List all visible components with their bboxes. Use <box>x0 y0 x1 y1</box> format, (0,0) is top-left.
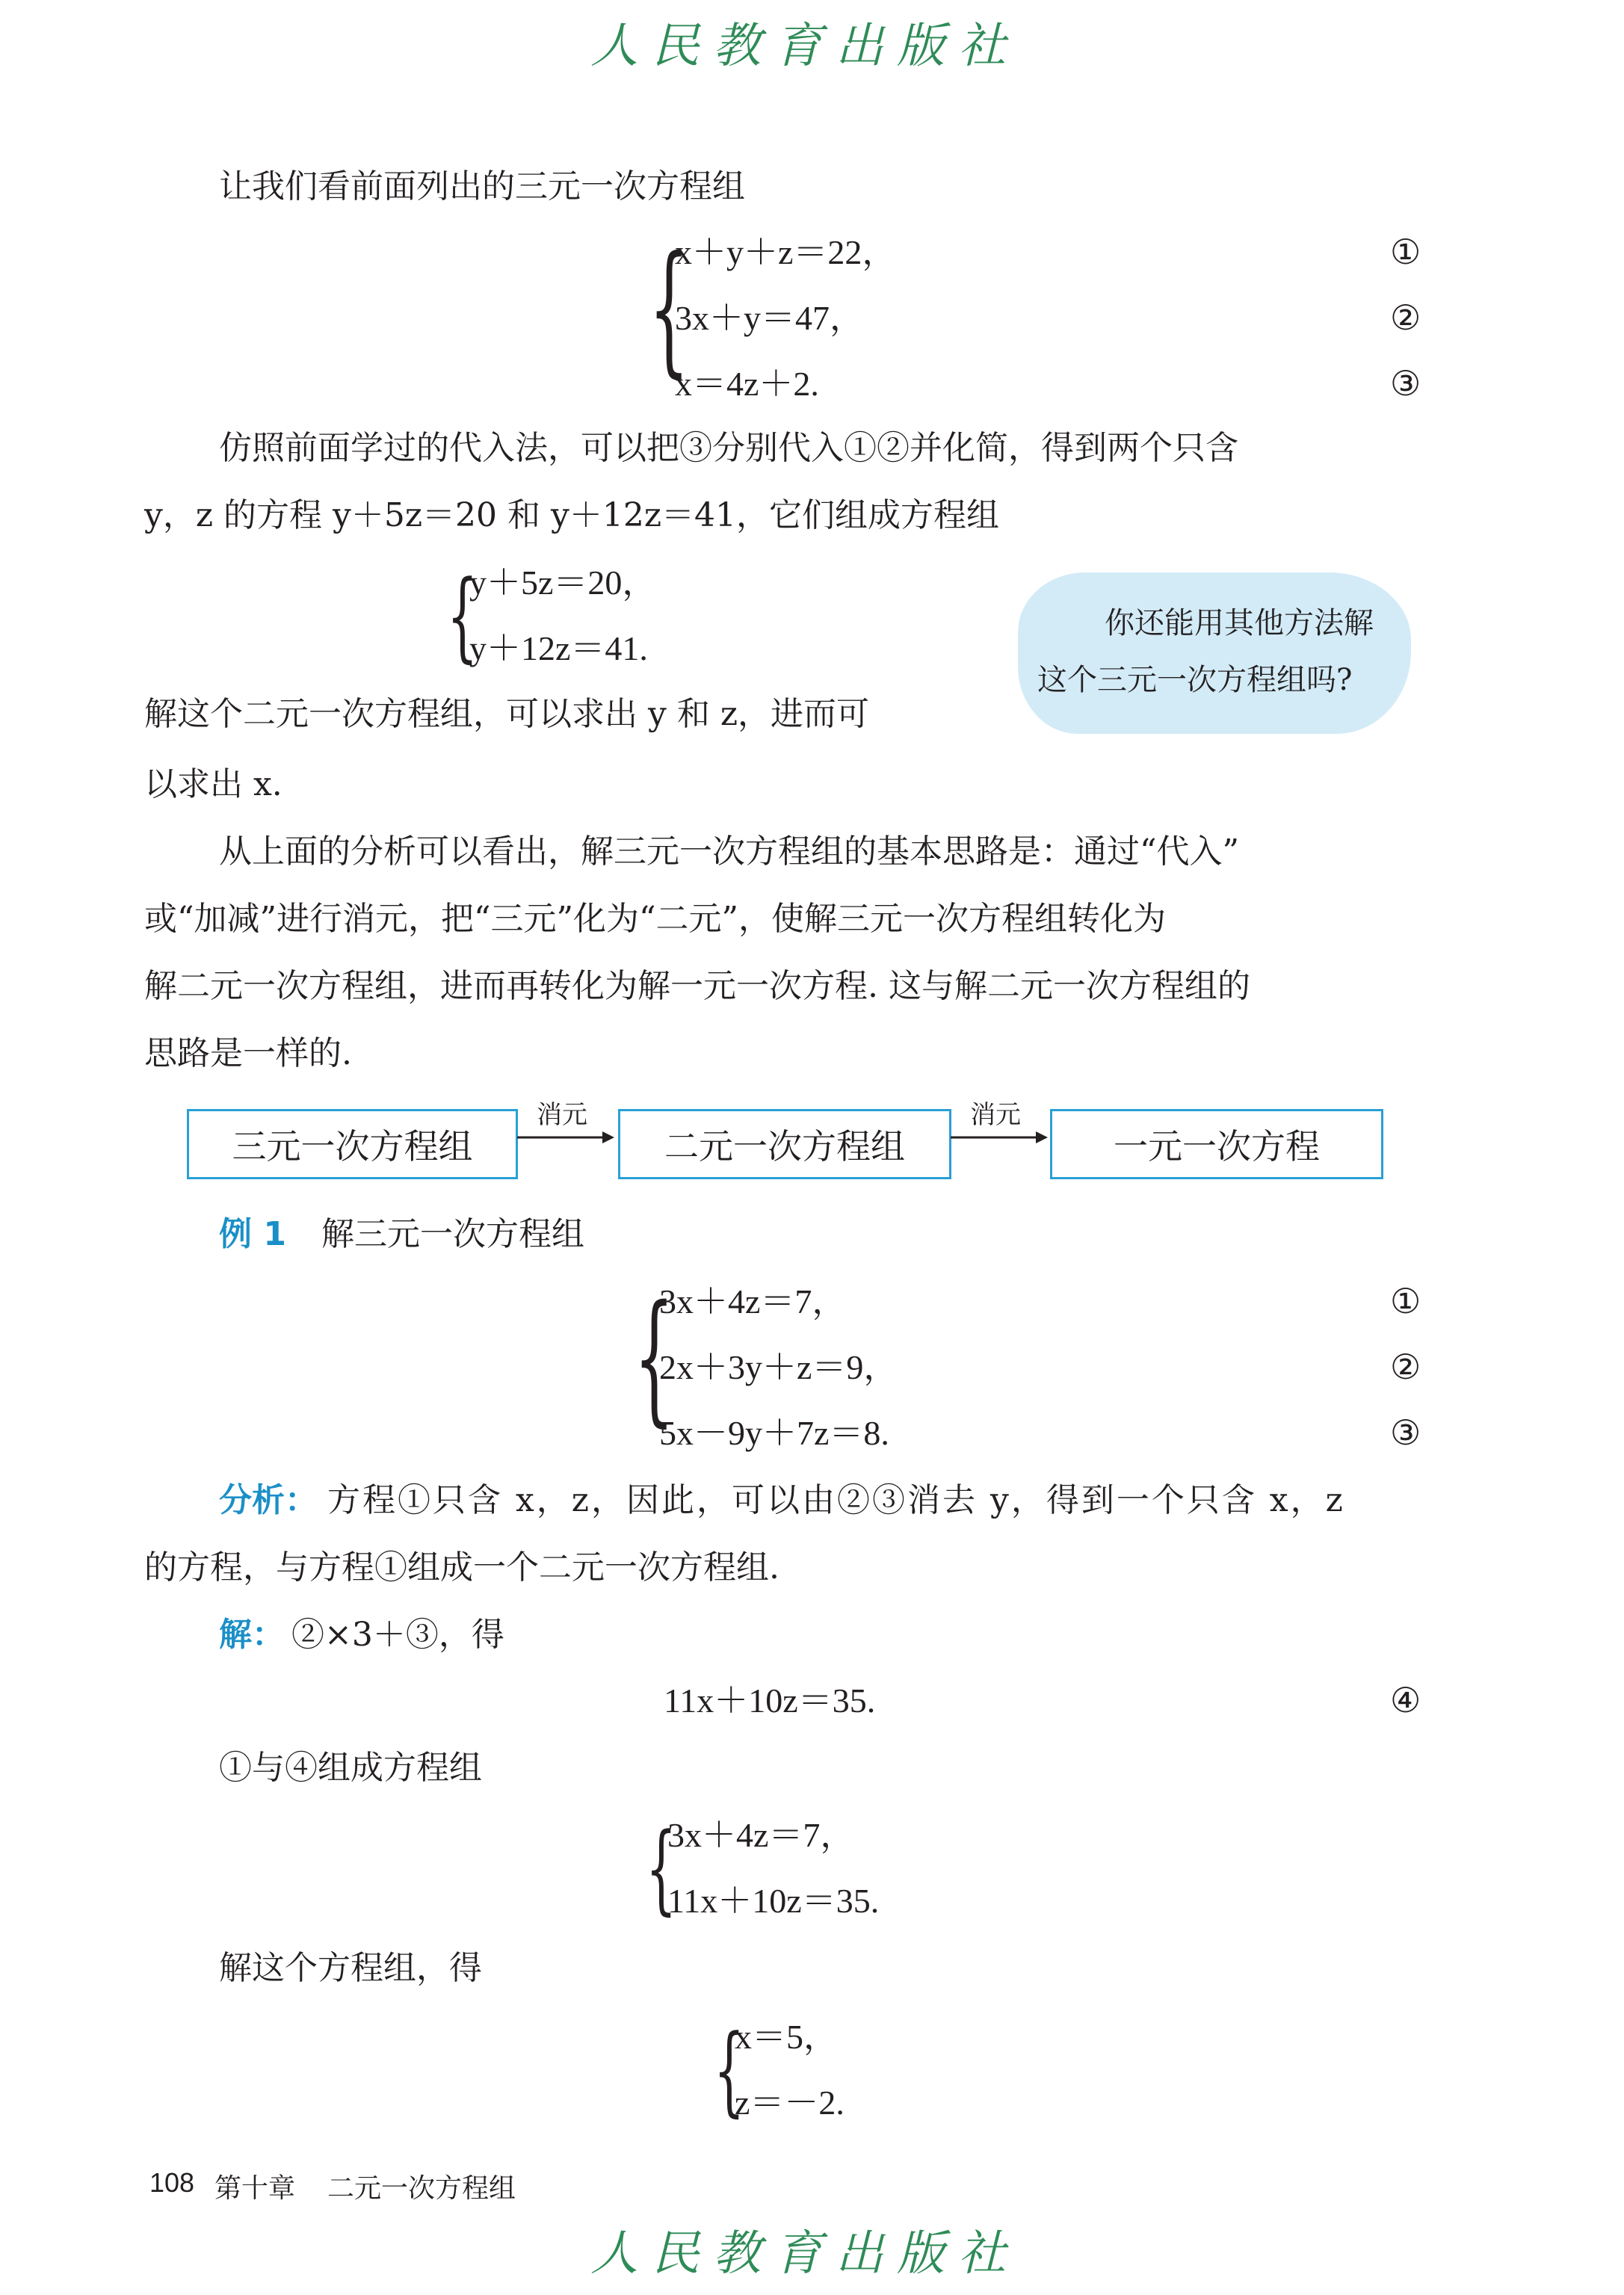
intro-text: 让我们看前面列出的三元一次方程组 <box>219 167 745 206</box>
para2-line1: 解这个二元一次方程组，可以求出 y 和 z，进而可 <box>144 695 869 733</box>
example-title: 解三元一次方程组 <box>321 1215 584 1253</box>
system4-eq2: 11x＋10z＝35. <box>667 1882 880 1920</box>
system1-brace: { <box>649 226 690 391</box>
publisher-logo-top: 人民教育出版社 <box>590 19 1019 74</box>
result-brace: { <box>714 2013 745 2127</box>
flow-arrow-label-1: 消元 <box>537 1100 587 1130</box>
flow-arrow-1 <box>516 1128 616 1146</box>
system4-brace: { <box>646 1811 677 1925</box>
flow-arrow-2 <box>949 1128 1049 1146</box>
result-x: x＝5， <box>735 2018 838 2056</box>
para3-line1: 从上面的分析可以看出，解三元一次方程组的基本思路是：通过“代入” <box>219 833 1239 871</box>
para1-line2: y，z 的方程 y＋5z＝20 和 y＋12z＝41，它们组成方程组 <box>144 496 1000 534</box>
system1-eq1: x＋y＋z＝22， <box>675 233 897 271</box>
example-label: 例 1 <box>219 1215 286 1253</box>
system3-eq1: 3x＋4z＝7， <box>659 1282 847 1321</box>
flow-box-one-var: 一元一次方程 <box>1050 1109 1383 1179</box>
solution-step1: ②×3＋③，得 <box>291 1616 504 1654</box>
footer-title: 二元一次方程组 <box>327 2172 516 2203</box>
para1-line1: 仿照前面学过的代入法，可以把③分别代入①②并化简，得到两个只含 <box>219 429 1238 467</box>
analysis-line2: 的方程，与方程①组成一个二元一次方程组. <box>144 1548 779 1587</box>
footer-chapter: 第十章 <box>214 2172 296 2203</box>
solution-combine: ①与④组成方程组 <box>219 1749 482 1787</box>
analysis-line1: 方程①只含 x，z，因此，可以由②③消去 y，得到一个只含 x，z <box>327 1481 1345 1519</box>
system2-eq1: y＋5z＝20， <box>469 563 657 602</box>
equation-mark-4: ④ <box>1390 1681 1421 1720</box>
para2-line2: 以求出 x. <box>144 765 282 803</box>
para3-line4: 思路是一样的. <box>144 1034 352 1072</box>
system2-eq2: y＋12z＝41. <box>469 629 648 667</box>
analysis-label: 分析： <box>219 1481 318 1519</box>
flow-box-two-var: 二元一次方程组 <box>618 1109 951 1179</box>
equation-mark-2: ② <box>1390 299 1421 337</box>
system3-eq3: 5x－9y＋7z＝8. <box>659 1414 889 1452</box>
bubble-line1: 你还能用其他方法解 <box>1105 606 1374 640</box>
flow-arrow-label-2: 消元 <box>970 1100 1021 1130</box>
bubble-line2: 这个三元一次方程组吗? <box>1037 663 1353 697</box>
system4-eq1: 3x＋4z＝7， <box>667 1816 855 1854</box>
system1-eq3: x＝4z＋2. <box>675 365 819 403</box>
para3-line2: 或“加减”进行消元，把“三元”化为“二元”，使解三元一次方程组转化为 <box>144 900 1166 938</box>
equation-mark-ex-3: ③ <box>1390 1414 1421 1452</box>
equation-mark-ex-2: ② <box>1390 1348 1421 1386</box>
solution-solve: 解这个方程组，得 <box>219 1949 482 1987</box>
para3-line3: 解二元一次方程组，进而再转化为解一元一次方程. 这与解二元一次方程组的 <box>144 967 1250 1005</box>
result-z: z＝－2. <box>735 2084 845 2122</box>
solution-label: 解： <box>219 1616 285 1654</box>
system3-brace: { <box>634 1275 675 1440</box>
system1-eq2: 3x＋y＝47， <box>675 299 864 337</box>
system2-brace: { <box>447 559 478 673</box>
system3-eq2: 2x＋3y＋z＝9， <box>659 1348 898 1386</box>
equation-mark-3: ③ <box>1390 365 1421 403</box>
equation-mark-ex-1: ① <box>1390 1282 1421 1321</box>
thought-bubble <box>1018 572 1411 734</box>
equation-mark-1: ① <box>1390 233 1421 271</box>
flow-box-three-var: 三元一次方程组 <box>187 1109 518 1179</box>
publisher-logo-bottom: 人民教育出版社 <box>590 2226 1019 2282</box>
page-number: 108 <box>149 2167 195 2198</box>
solution-eq4: 11x＋10z＝35. <box>664 1681 876 1720</box>
